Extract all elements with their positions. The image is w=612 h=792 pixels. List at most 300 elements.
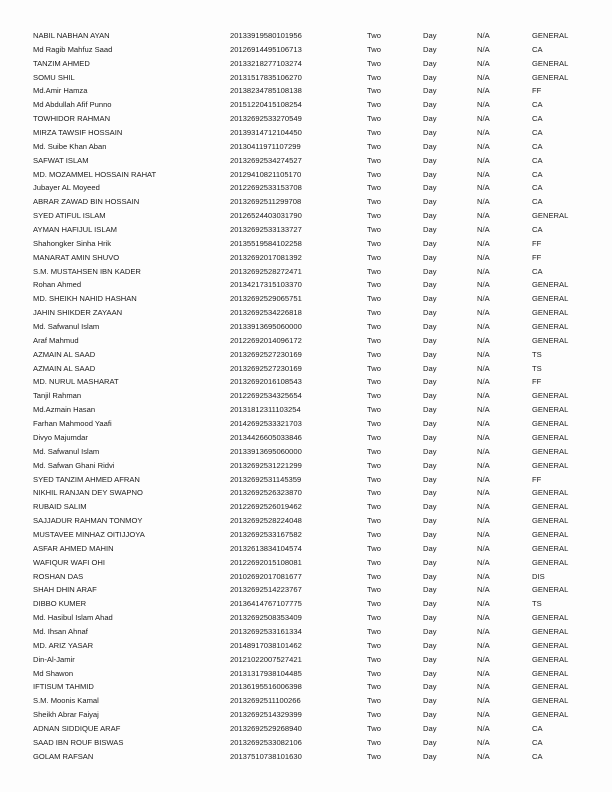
- shift-type-cell: Day: [423, 668, 437, 678]
- student-name-cell: SAAD IBN ROUF BISWAS: [33, 737, 124, 747]
- student-id-cell: 20132692511100266: [230, 696, 301, 706]
- student-name-cell: AZMAIN AL SAAD: [33, 349, 96, 359]
- quota-cell: GENERAL: [532, 529, 569, 539]
- student-id-cell: 20131317938104485: [230, 668, 302, 678]
- table-row: [33, 556, 592, 570]
- student-id-cell: 20122692014096172: [230, 335, 302, 345]
- student-id-cell: 20142692533321703: [230, 419, 302, 429]
- shift-count-cell: Two: [367, 696, 381, 706]
- table-row: [33, 680, 592, 694]
- student-name-cell: Md Ragib Mahfuz Saad: [33, 44, 113, 54]
- shift-count-cell: Two: [367, 322, 381, 332]
- group-cell: N/A: [477, 682, 490, 692]
- group-cell: N/A: [477, 100, 490, 110]
- shift-type-cell: Day: [423, 571, 437, 581]
- shift-type-cell: Day: [423, 488, 437, 498]
- shift-type-cell: Day: [423, 682, 437, 692]
- table-row: [33, 43, 592, 57]
- shift-count-cell: Two: [367, 266, 381, 276]
- table-row: [33, 611, 592, 625]
- student-id-cell: 20135519584102258: [230, 238, 302, 248]
- group-cell: N/A: [477, 155, 490, 165]
- student-id-cell: 20132613834104574: [230, 543, 302, 553]
- shift-count-cell: Two: [367, 377, 381, 387]
- shift-type-cell: Day: [423, 225, 437, 235]
- table-row: [33, 278, 592, 292]
- group-cell: N/A: [477, 474, 490, 484]
- shift-count-cell: Two: [367, 543, 381, 553]
- shift-type-cell: Day: [423, 502, 437, 512]
- quota-cell: FF: [532, 377, 542, 387]
- group-cell: N/A: [477, 668, 490, 678]
- student-name-cell: ADNAN SIDDIQUE ARAF: [33, 723, 121, 733]
- student-id-cell: 20134426605033846: [230, 432, 302, 442]
- group-cell: N/A: [477, 31, 490, 40]
- quota-cell: GENERAL: [532, 391, 569, 401]
- shift-type-cell: Day: [423, 183, 437, 193]
- table-row: [33, 209, 592, 223]
- quota-cell: TS: [532, 349, 542, 359]
- student-name-cell: SOMU SHIL: [33, 72, 75, 82]
- shift-type-cell: Day: [423, 155, 437, 165]
- student-name-cell: Md Abdullah Afif Punno: [33, 100, 112, 110]
- quota-cell: GENERAL: [532, 613, 569, 623]
- shift-count-cell: Two: [367, 183, 381, 193]
- group-cell: N/A: [477, 294, 490, 304]
- shift-count-cell: Two: [367, 710, 381, 720]
- student-id-cell: 20132692514329399: [230, 710, 302, 720]
- table-row: [33, 265, 592, 279]
- student-name-cell: AYMAN HAFIJUL ISLAM: [33, 225, 117, 235]
- table-row: [33, 653, 592, 667]
- shift-count-cell: Two: [367, 419, 381, 429]
- quota-cell: GENERAL: [532, 335, 569, 345]
- student-name-cell: ROSHAN DAS: [33, 571, 84, 581]
- student-id-cell: 20132692527230169: [230, 349, 302, 359]
- shift-count-cell: Two: [367, 294, 381, 304]
- quota-cell: CA: [532, 155, 543, 165]
- student-id-cell: 20132692533133727: [230, 225, 302, 235]
- shift-count-cell: Two: [367, 405, 381, 415]
- student-name-cell: GOLAM RAFSAN: [33, 751, 94, 761]
- group-cell: N/A: [477, 751, 490, 761]
- group-cell: N/A: [477, 710, 490, 720]
- shift-type-cell: Day: [423, 197, 437, 207]
- student-name-cell: SYED TANZIM AHMED AFRAN: [33, 474, 140, 484]
- student-name-cell: Md Shawon: [33, 668, 74, 678]
- quota-cell: GENERAL: [532, 696, 569, 706]
- shift-type-cell: Day: [423, 349, 437, 359]
- student-id-cell: 20121022007527421: [230, 654, 302, 664]
- shift-type-cell: Day: [423, 516, 437, 526]
- student-name-cell: IFTISUM TAHMID: [33, 682, 94, 692]
- shift-type-cell: Day: [423, 405, 437, 415]
- student-id-cell: 20132692526323870: [230, 488, 302, 498]
- group-cell: N/A: [477, 723, 490, 733]
- quota-cell: GENERAL: [532, 72, 569, 82]
- shift-count-cell: Two: [367, 58, 381, 68]
- table-row: [33, 736, 592, 750]
- group-cell: N/A: [477, 654, 490, 664]
- student-name-cell: ABRAR ZAWAD BIN HOSSAIN: [33, 197, 140, 207]
- shift-count-cell: Two: [367, 751, 381, 761]
- shift-count-cell: Two: [367, 640, 381, 650]
- student-id-cell: 20133919580101956: [230, 31, 302, 40]
- table-row: [33, 140, 592, 154]
- table-row: [33, 126, 592, 140]
- quota-cell: CA: [532, 169, 543, 179]
- table-row: [33, 292, 592, 306]
- table-row: [33, 459, 592, 473]
- table-row: [33, 431, 592, 445]
- student-name-cell: SYED ATIFUL ISLAM: [33, 211, 106, 221]
- student-name-cell: MD. MOZAMMEL HOSSAIN RAHAT: [33, 169, 157, 179]
- table-row: [33, 473, 592, 487]
- student-name-cell: WAFIQUR WAFI OHI: [33, 557, 105, 567]
- group-cell: N/A: [477, 211, 490, 221]
- student-name-cell: Divyo Majumdar: [33, 432, 88, 442]
- shift-count-cell: Two: [367, 737, 381, 747]
- student-id-cell: 20130411971107299: [230, 141, 301, 151]
- shift-type-cell: Day: [423, 391, 437, 401]
- group-cell: N/A: [477, 349, 490, 359]
- shift-count-cell: Two: [367, 363, 381, 373]
- quota-cell: CA: [532, 266, 543, 276]
- table-row: [33, 320, 592, 334]
- quota-cell: TS: [532, 599, 542, 609]
- student-name-cell: MD. SHEIKH NAHID HASHAN: [33, 294, 137, 304]
- shift-type-cell: Day: [423, 128, 437, 138]
- student-name-cell: Md. Safwanul Islam: [33, 322, 100, 332]
- quota-cell: TS: [532, 363, 542, 373]
- group-cell: N/A: [477, 335, 490, 345]
- student-name-cell: NABIL NABHAN AYAN: [33, 31, 110, 40]
- shift-type-cell: Day: [423, 58, 437, 68]
- table-row: [33, 500, 592, 514]
- student-id-cell: 20132692531145359: [230, 474, 302, 484]
- student-name-cell: Md. Safwanul Islam: [33, 446, 100, 456]
- quota-cell: CA: [532, 197, 543, 207]
- student-name-cell: Araf Mahmud: [33, 335, 79, 345]
- table-row: [33, 84, 592, 98]
- table-row: [33, 514, 592, 528]
- student-id-cell: 20129410821105170: [230, 169, 302, 179]
- quota-cell: GENERAL: [532, 294, 569, 304]
- group-cell: N/A: [477, 58, 490, 68]
- shift-type-cell: Day: [423, 751, 437, 761]
- student-name-cell: AZMAIN AL SAAD: [33, 363, 96, 373]
- quota-cell: GENERAL: [532, 626, 569, 636]
- shift-count-cell: Two: [367, 474, 381, 484]
- student-name-cell: Md. Safwan Ghani Ridvi: [33, 460, 115, 470]
- table-row: [33, 168, 592, 182]
- student-id-cell: 20132692527230169: [230, 363, 302, 373]
- student-id-cell: 20132692514223767: [230, 585, 302, 595]
- student-id-cell: 20132692529268940: [230, 723, 302, 733]
- quota-cell: GENERAL: [532, 446, 569, 456]
- student-id-cell: 20102692017081677: [230, 571, 302, 581]
- group-cell: N/A: [477, 128, 490, 138]
- student-name-cell: Md.Azmain Hasan: [33, 405, 96, 415]
- quota-cell: CA: [532, 737, 543, 747]
- shift-count-cell: Two: [367, 626, 381, 636]
- student-id-cell: 20133218277103274: [230, 58, 302, 68]
- group-cell: N/A: [477, 585, 490, 595]
- student-id-cell: 20132692528272471: [230, 266, 302, 276]
- student-id-cell: 20136414767107775: [230, 599, 302, 609]
- shift-type-cell: Day: [423, 252, 437, 262]
- shift-type-cell: Day: [423, 377, 437, 387]
- shift-count-cell: Two: [367, 155, 381, 165]
- table-row: [33, 570, 592, 584]
- quota-cell: CA: [532, 723, 543, 733]
- shift-count-cell: Two: [367, 211, 381, 221]
- table-row: [33, 334, 592, 348]
- table-row: [33, 417, 592, 431]
- quota-cell: GENERAL: [532, 640, 569, 650]
- quota-cell: GENERAL: [532, 460, 569, 470]
- group-cell: N/A: [477, 238, 490, 248]
- table-row: [33, 375, 592, 389]
- shift-count-cell: Two: [367, 86, 381, 96]
- student-id-cell: 20132692017081392: [230, 252, 302, 262]
- shift-count-cell: Two: [367, 280, 381, 290]
- student-id-cell: 20131812311103254: [230, 405, 301, 415]
- shift-count-cell: Two: [367, 391, 381, 401]
- shift-type-cell: Day: [423, 322, 437, 332]
- quota-cell: CA: [532, 183, 543, 193]
- shift-count-cell: Two: [367, 197, 381, 207]
- group-cell: N/A: [477, 377, 490, 387]
- shift-type-cell: Day: [423, 308, 437, 318]
- group-cell: N/A: [477, 266, 490, 276]
- student-id-cell: 20126914495106713: [230, 44, 302, 54]
- table-row: [33, 237, 592, 251]
- table-row: [33, 583, 592, 597]
- table-row: [33, 445, 592, 459]
- shift-count-cell: Two: [367, 654, 381, 664]
- shift-type-cell: Day: [423, 696, 437, 706]
- student-name-cell: Sheikh Abrar Faiyaj: [33, 710, 99, 720]
- student-id-cell: 20132692534226818: [230, 308, 302, 318]
- group-cell: N/A: [477, 280, 490, 290]
- student-id-cell: 20126524403031790: [230, 211, 302, 221]
- shift-count-cell: Two: [367, 723, 381, 733]
- student-id-cell: 20131517835106270: [230, 72, 302, 82]
- quota-cell: CA: [532, 141, 543, 151]
- shift-type-cell: Day: [423, 419, 437, 429]
- group-cell: N/A: [477, 225, 490, 235]
- shift-count-cell: Two: [367, 446, 381, 456]
- shift-count-cell: Two: [367, 349, 381, 359]
- student-id-cell: 20151220415108254: [230, 100, 302, 110]
- table-row: [33, 57, 592, 71]
- quota-cell: DIS: [532, 571, 545, 581]
- student-id-cell: 20137510738101630: [230, 751, 302, 761]
- table-row: [33, 389, 592, 403]
- group-cell: N/A: [477, 696, 490, 706]
- shift-type-cell: Day: [423, 72, 437, 82]
- shift-count-cell: Two: [367, 72, 381, 82]
- shift-type-cell: Day: [423, 114, 437, 124]
- group-cell: N/A: [477, 432, 490, 442]
- group-cell: N/A: [477, 183, 490, 193]
- group-cell: N/A: [477, 197, 490, 207]
- student-name-cell: TANZIM AHMED: [33, 58, 90, 68]
- shift-count-cell: Two: [367, 128, 381, 138]
- shift-count-cell: Two: [367, 225, 381, 235]
- quota-cell: CA: [532, 751, 543, 761]
- shift-type-cell: Day: [423, 86, 437, 96]
- shift-count-cell: Two: [367, 557, 381, 567]
- quota-cell: GENERAL: [532, 654, 569, 664]
- quota-cell: GENERAL: [532, 322, 569, 332]
- table-row: [33, 708, 592, 722]
- shift-type-cell: Day: [423, 723, 437, 733]
- group-cell: N/A: [477, 613, 490, 623]
- shift-type-cell: Day: [423, 543, 437, 553]
- student-name-cell: MIRZA TAWSIF HOSSAIN: [33, 128, 123, 138]
- quota-cell: GENERAL: [532, 682, 569, 692]
- shift-count-cell: Two: [367, 668, 381, 678]
- table-row: [33, 750, 592, 764]
- student-name-cell: RUBAID SALIM: [33, 502, 87, 512]
- shift-type-cell: Day: [423, 294, 437, 304]
- student-id-cell: 20132692511299708: [230, 197, 302, 207]
- quota-cell: CA: [532, 44, 543, 54]
- shift-count-cell: Two: [367, 599, 381, 609]
- quota-cell: GENERAL: [532, 58, 569, 68]
- quota-cell: CA: [532, 128, 543, 138]
- shift-count-cell: Two: [367, 31, 381, 40]
- table-row: [33, 625, 592, 639]
- student-name-cell: Jubayer AL Moyeed: [33, 183, 100, 193]
- shift-type-cell: Day: [423, 626, 437, 636]
- quota-cell: GENERAL: [532, 502, 569, 512]
- shift-count-cell: Two: [367, 100, 381, 110]
- quota-cell: GENERAL: [532, 557, 569, 567]
- student-name-cell: S.M. Moonis Kamal: [33, 696, 99, 706]
- student-list-table: [33, 29, 592, 764]
- group-cell: N/A: [477, 391, 490, 401]
- shift-count-cell: Two: [367, 585, 381, 595]
- shift-count-cell: Two: [367, 141, 381, 151]
- group-cell: N/A: [477, 252, 490, 262]
- group-cell: N/A: [477, 363, 490, 373]
- quota-cell: GENERAL: [532, 419, 569, 429]
- group-cell: N/A: [477, 640, 490, 650]
- shift-count-cell: Two: [367, 169, 381, 179]
- quota-cell: FF: [532, 238, 542, 248]
- shift-type-cell: Day: [423, 266, 437, 276]
- student-name-cell: Md. Suibe Khan Aban: [33, 141, 107, 151]
- student-id-cell: 20132692508353409: [230, 613, 302, 623]
- quota-cell: GENERAL: [532, 211, 569, 221]
- student-name-cell: S.M. MUSTAHSEN IBN KADER: [33, 266, 141, 276]
- student-name-cell: JAHIN SHIKDER ZAYAAN: [33, 308, 123, 318]
- group-cell: N/A: [477, 626, 490, 636]
- shift-type-cell: Day: [423, 460, 437, 470]
- student-id-cell: 20132692531221299: [230, 460, 302, 470]
- shift-count-cell: Two: [367, 682, 381, 692]
- student-name-cell: Shahongker Sinha Hrik: [33, 238, 112, 248]
- student-id-cell: 20138234785108138: [230, 86, 302, 96]
- quota-cell: GENERAL: [532, 432, 569, 442]
- table-row: [33, 694, 592, 708]
- student-id-cell: 20133913695060000: [230, 322, 302, 332]
- shift-count-cell: Two: [367, 432, 381, 442]
- group-cell: N/A: [477, 737, 490, 747]
- shift-count-cell: Two: [367, 308, 381, 318]
- quota-cell: GENERAL: [532, 516, 569, 526]
- group-cell: N/A: [477, 599, 490, 609]
- student-id-cell: 20122692526019462: [230, 502, 302, 512]
- table-row: [33, 306, 592, 320]
- shift-type-cell: Day: [423, 31, 437, 40]
- quota-cell: FF: [532, 252, 542, 262]
- student-name-cell: ASFAR AHMED MAHIN: [33, 543, 114, 553]
- quota-cell: GENERAL: [532, 543, 569, 553]
- group-cell: N/A: [477, 141, 490, 151]
- shift-type-cell: Day: [423, 432, 437, 442]
- group-cell: N/A: [477, 529, 490, 539]
- shift-type-cell: Day: [423, 238, 437, 248]
- shift-type-cell: Day: [423, 335, 437, 345]
- group-cell: N/A: [477, 446, 490, 456]
- shift-count-cell: Two: [367, 571, 381, 581]
- shift-count-cell: Two: [367, 516, 381, 526]
- group-cell: N/A: [477, 405, 490, 415]
- shift-count-cell: Two: [367, 613, 381, 623]
- table-row: [33, 223, 592, 237]
- group-cell: N/A: [477, 308, 490, 318]
- shift-type-cell: Day: [423, 211, 437, 221]
- group-cell: N/A: [477, 322, 490, 332]
- table-row: [33, 362, 592, 376]
- student-name-cell: Tanjil Rahman: [33, 391, 82, 401]
- student-name-cell: MANARAT AMIN SHUVO: [33, 252, 120, 262]
- quota-cell: GENERAL: [532, 280, 569, 290]
- table-row: [33, 403, 592, 417]
- group-cell: N/A: [477, 72, 490, 82]
- group-cell: N/A: [477, 557, 490, 567]
- shift-type-cell: Day: [423, 169, 437, 179]
- student-id-cell: 20148917038101462: [230, 640, 302, 650]
- shift-type-cell: Day: [423, 599, 437, 609]
- shift-type-cell: Day: [423, 529, 437, 539]
- student-id-cell: 20132692529065751: [230, 294, 302, 304]
- table-row: [33, 542, 592, 556]
- student-name-cell: Md. Hasibul Islam Ahad: [33, 613, 113, 623]
- student-name-cell: TOWHIDOR RAHMAN: [33, 114, 111, 124]
- shift-type-cell: Day: [423, 710, 437, 720]
- group-cell: N/A: [477, 543, 490, 553]
- table-row: [33, 667, 592, 681]
- shift-type-cell: Day: [423, 640, 437, 650]
- shift-type-cell: Day: [423, 141, 437, 151]
- student-id-cell: 20122692533153708: [230, 183, 302, 193]
- table-row: [33, 348, 592, 362]
- student-name-cell: SAFWAT ISLAM: [33, 155, 89, 165]
- quota-cell: GENERAL: [532, 585, 569, 595]
- quota-cell: GENERAL: [532, 488, 569, 498]
- shift-count-cell: Two: [367, 238, 381, 248]
- table-row: [33, 181, 592, 195]
- quota-cell: CA: [532, 225, 543, 235]
- table-row: [33, 597, 592, 611]
- shift-type-cell: Day: [423, 474, 437, 484]
- quota-cell: GENERAL: [532, 31, 569, 40]
